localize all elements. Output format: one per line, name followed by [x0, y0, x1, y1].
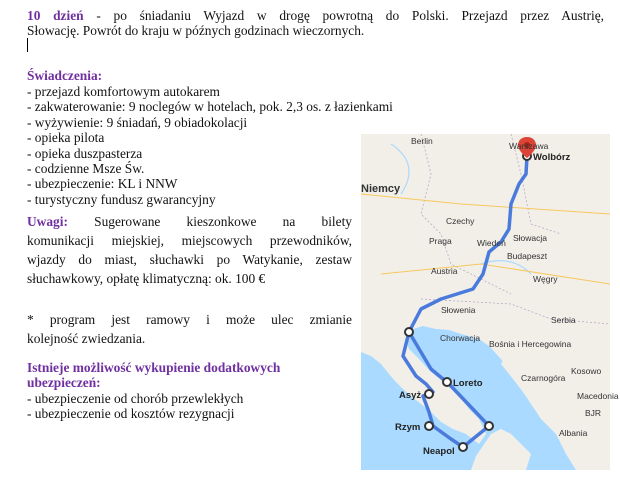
- list-item: - opieka pilota: [27, 130, 105, 146]
- label-berlin: Berlin: [411, 136, 433, 146]
- list-item: - wyżywienie: 9 śniadań, 9 obiadokolacji: [27, 114, 248, 130]
- label-asyz: Asyż: [399, 390, 422, 401]
- list-item: - ubezpieczenie od kosztów rezygnacji: [27, 406, 235, 422]
- label-rzym: Rzym: [395, 422, 421, 433]
- waypoint-loreto: [443, 378, 451, 386]
- waypoint-north-italy: [405, 328, 413, 336]
- label-austria: Austria: [431, 266, 458, 276]
- label-kosowo: Kosowo: [571, 366, 602, 376]
- day-text-line1: - po śniadaniu Wyjazd w drogę powrotną do Polski. Przejazd przez Austrię,: [96, 8, 604, 23]
- label-chorwacja: Chorwacja: [440, 333, 481, 343]
- label-wegry: Węgry: [533, 274, 558, 284]
- label-slowenia: Słowenia: [441, 305, 476, 315]
- benefits-heading: Świadczenia:: [27, 68, 103, 83]
- waypoint-neapol: [459, 443, 467, 451]
- label-warszawa: Warszawa: [509, 141, 549, 151]
- notes-label: Uwagi:: [27, 214, 68, 229]
- waypoint-asyz: [425, 390, 433, 398]
- label-macedonia: Macedonia: [577, 391, 619, 401]
- label-wolborz: Wolbórz: [533, 152, 571, 163]
- list-item: - ubezpieczenie od chorób przewlekłych: [27, 390, 244, 406]
- route-map: [361, 134, 619, 470]
- label-czarnogora: Czarnogóra: [521, 373, 566, 383]
- label-budapeszt: Budapeszt: [507, 251, 548, 261]
- day-description: [27, 8, 604, 39]
- extra-insurance: Istnieje możliwość wykupienie dodatkowych ubezpieczeń: - ubezpieczenie od chorób przewlekłych - ubezpieczenie od kosztów rezygnacji: [27, 360, 357, 422]
- label-bjr: BJR: [585, 408, 602, 418]
- label-albania: Albania: [559, 428, 588, 438]
- list-item: - zakwaterowanie: 9 noclegów w hotelach, pok. 2,3 os. z łazienkami: [27, 99, 393, 115]
- label-czechy: Czechy: [446, 216, 475, 226]
- label-slowacja: Słowacja: [513, 233, 548, 243]
- label-neapol: Neapol: [423, 446, 455, 457]
- waypoint-rzym: [425, 422, 433, 430]
- text-cursor: [27, 38, 28, 52]
- list-item: - przejazd komfortowym autokarem: [27, 84, 220, 99]
- list-item: - ubezpieczenie: KL i NNW: [27, 176, 178, 192]
- list-item: - codzienne Msze Św.: [27, 161, 145, 177]
- extra-insurance-heading: Istnieje możliwość wykupienie dodatkowych: [27, 360, 281, 375]
- label-bosnia: Bośnia i Hercegowina: [489, 339, 572, 349]
- label-loreto: Loreto: [453, 378, 483, 389]
- label-niemcy: Niemcy: [361, 183, 401, 195]
- label-praga: Praga: [429, 236, 452, 246]
- waypoint-east: [485, 422, 493, 430]
- label-serbia: Serbia: [551, 315, 576, 325]
- program-note: * program jest ramowy i może ulec zmianie kolejność zwiedzania.: [27, 312, 352, 346]
- list-item: - turystyczny fundusz gwarancyjny: [27, 191, 216, 207]
- day-number: 10 dzień: [27, 8, 84, 23]
- notes: Uwagi: Sugerowane kieszonkowe na bilety komunikacji miejskiej, miejscowych przewodników, wjazdy do miast, słuchawki po Watykanie, zestaw słuchawkowy, opłatę klimatyczną: ok. 100 €: [27, 214, 352, 286]
- day-text-line2: Słowację. Powrót do kraju w późnych godzinach wieczornych.: [27, 23, 365, 39]
- label-wieden: Wiedeń: [477, 238, 506, 248]
- list-item: - opieka duszpasterza: [27, 145, 143, 161]
